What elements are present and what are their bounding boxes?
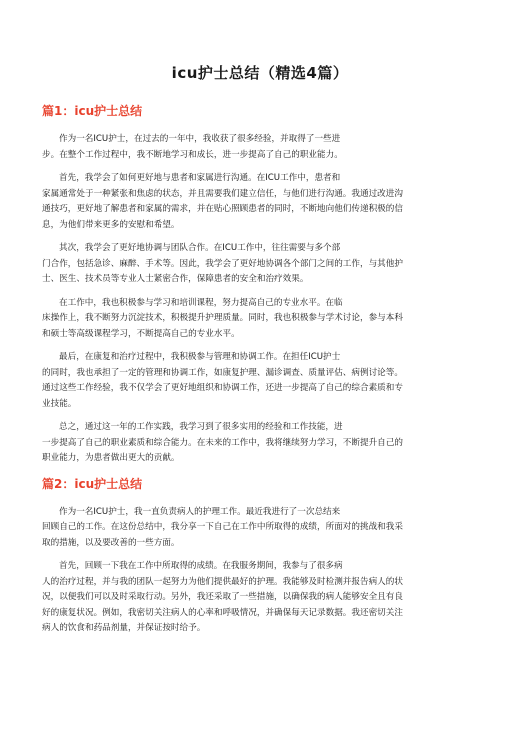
paragraph-line: 病人的饮食和药品剂量，并保证按时给予。 [42,623,206,633]
paragraph-line: 床操作上，我不断努力沉淀技术，积极提升护理质量。同时，我也积极参与学术讨论，参与本科 [42,313,403,323]
paragraph [42,171,478,233]
paragraph-line: 回顾自己的工作。在这份总结中，我分享一下自己在工作中所取得的成绩，所面对的挑战和我采 [42,522,403,532]
paragraph-line: 取的措施，以及要改善的一些方面。 [42,537,180,548]
paragraph-line: 通过这些工作经验，我不仅学会了更好地组织和协调工作，还进一步提高了自己的综合素质和专 [42,383,403,393]
paragraph [42,132,478,163]
paragraph-line: 作为一名ICU护士，在过去的一年中，我收获了很多经验，并取得了一些进 [59,134,341,144]
paragraph-line: 的同时，我也承担了一定的管理和协调工作，如康复护理、漏诊调查、质量评估、病例讨论等。 [42,367,403,378]
paragraph [42,420,478,467]
paragraph [42,296,478,343]
paragraph [42,559,478,637]
paragraph-line: 门合作，包括急诊、麻醉、手术等。因此，我学会了更好地协调各个部门之间的工作，与其他护 [42,258,403,269]
section-heading: 篇2：icu护士总结 [42,476,143,491]
document-title: icu护士总结（精选4篇） [171,64,349,82]
paragraph-line: 通技巧，更好地了解患者和家属的需求，并在贴心照顾患者的同时，不断地向他们传递积极的信 [42,204,403,214]
paragraph-line: 在工作中，我也积极参与学习和培训课程，努力提高自己的专业水平。在临 [59,297,343,308]
paragraph-line: 好的康复状况。例如，我密切关注病人的心率和呼吸情况，并确保每天记录数据。我还密切关注 [42,607,403,618]
paragraph-line: 首先，我学会了如何更好地与患者和家属进行沟通。在ICU工作中，患者和 [59,173,341,183]
paragraph-line: 一步提高了自己的职业素质和综合能力。在未来的工作中，我将继续努力学习，不断提升自己的 [42,437,403,448]
paragraph [42,350,478,412]
paragraph-line: 家属通常处于一种紧张和焦虑的状态，并且需要我们建立信任，与他们进行沟通。我通过改进沟 [42,188,403,199]
paragraph-line: 业技能。 [42,398,77,409]
section-heading: 篇1：icu护士总结 [42,104,143,118]
paragraph-line: 步。在整个工作过程中，我不断地学习和成长，进一步提高了自己的职业能力。 [42,149,343,160]
paragraph-line: 最后，在康复和治疗过程中，我积极参与管理和协调工作。在担任ICU护士 [59,352,341,362]
paragraph-line: 况，以便我们可以及时采取行动。另外，我还采取了一些措施，以确保我的病人能够安全且有良 [42,592,403,602]
paragraph [42,505,478,552]
paragraph-line: 人的治疗过程，并与我的团队一起努力为他们提供最好的护理。我能够及时检测并报告病人的状 [42,576,403,587]
paragraph [42,241,478,288]
paragraph-line: 作为一名ICU护士，我一直负责病人的护理工作。最近我进行了一次总结来 [59,506,341,517]
section-2 [42,475,478,637]
paragraph-line: 士、医生、技术员等专业人士紧密合作，保障患者的安全和治疗效果。 [42,274,309,284]
paragraph-line: 职业能力，为患者做出更大的贡献。 [42,453,180,463]
paragraph-line: 总之，通过这一年的工作实践，我学习到了很多实用的经验和工作技能，进 [59,422,343,432]
paragraph-line: 首先，回顾一下我在工作中所取得的成绩。在我服务期间，我参与了很多病 [59,561,343,571]
section-1 [42,102,478,467]
document-body [42,102,478,637]
paragraph-line: 息，为他们带来更多的安慰和希望。 [42,219,180,230]
paragraph-line: 和硕士等高级课程学习，不断提高自己的专业水平。 [42,328,240,339]
paragraph-line: 其次，我学会了更好地协调与团队合作。在ICU工作中，往往需要与多个部 [59,243,341,253]
